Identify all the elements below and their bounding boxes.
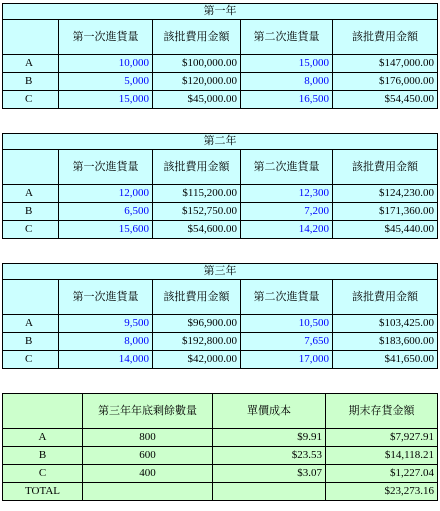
row-label: C: [3, 91, 59, 109]
header-cost1: 該批費用金額: [153, 20, 241, 55]
qty1-cell: 15,000: [59, 91, 153, 109]
qty1-cell: 5,000: [59, 73, 153, 91]
remaining-qty-cell: 400: [83, 465, 213, 483]
cost1-cell: $152,750.00: [153, 203, 241, 221]
ending-amount-cell: $14,118.21: [326, 447, 438, 465]
cost1-cell: $42,000.00: [153, 351, 241, 369]
cost2-cell: $171,360.00: [333, 203, 438, 221]
cost2-cell: $176,000.00: [333, 73, 438, 91]
qty1-cell: 15,600: [59, 221, 153, 239]
cost2-cell: $41,650.00: [333, 351, 438, 369]
total-qty-cell: [83, 483, 213, 501]
qty1-cell: 9,500: [59, 315, 153, 333]
qty2-cell: 14,200: [241, 221, 333, 239]
row-label: C: [3, 351, 59, 369]
qty1-cell: 12,000: [59, 185, 153, 203]
table-row: [3, 91, 438, 109]
row-label: B: [3, 73, 59, 91]
year-title: 第三年: [3, 264, 438, 280]
cost2-cell: $103,425.00: [333, 315, 438, 333]
header-unit-cost: 單價成本: [213, 394, 326, 429]
qty2-cell: 17,000: [241, 351, 333, 369]
unit-cost-cell: $23.53: [213, 447, 326, 465]
header-cost1: 該批費用金額: [153, 280, 241, 315]
header-blank: [3, 150, 59, 185]
table-row: [3, 315, 438, 333]
unit-cost-cell: $3.07: [213, 465, 326, 483]
qty2-cell: 7,650: [241, 333, 333, 351]
table-row: [3, 185, 438, 203]
row-label: A: [3, 185, 59, 203]
header-qty2: 第二次進貨量: [241, 280, 333, 315]
cost2-cell: $54,450.00: [333, 91, 438, 109]
table-row: [3, 221, 438, 239]
year-2-table: [2, 133, 438, 239]
cost2-cell: $183,600.00: [333, 333, 438, 351]
header-qty2: 第二次進貨量: [241, 20, 333, 55]
year-title: 第二年: [3, 134, 438, 150]
header-blank: [3, 394, 83, 429]
header-cost2: 該批費用金額: [333, 280, 438, 315]
table-row: [3, 203, 438, 221]
ending-amount-cell: $7,927.91: [326, 429, 438, 447]
total-label: TOTAL: [3, 483, 83, 501]
cost1-cell: $120,000.00: [153, 73, 241, 91]
qty2-cell: 8,000: [241, 73, 333, 91]
cost2-cell: $124,230.00: [333, 185, 438, 203]
remaining-qty-cell: 600: [83, 447, 213, 465]
header-qty2: 第二次進貨量: [241, 150, 333, 185]
header-blank: [3, 280, 59, 315]
year-title: 第一年: [3, 4, 438, 20]
qty2-cell: 12,300: [241, 185, 333, 203]
header-blank: [3, 20, 59, 55]
cost1-cell: $115,200.00: [153, 185, 241, 203]
row-label: A: [3, 55, 59, 73]
header-qty1: 第一次進貨量: [59, 20, 153, 55]
cost1-cell: $100,000.00: [153, 55, 241, 73]
ending-inventory-table: [2, 393, 438, 501]
table-row: [3, 465, 438, 483]
row-label: B: [3, 333, 59, 351]
header-remaining-qty: 第三年年底剩餘數量: [83, 394, 213, 429]
header-ending-amount: 期末存貨金額: [326, 394, 438, 429]
table-row: [3, 333, 438, 351]
cost2-cell: $147,000.00: [333, 55, 438, 73]
row-label: B: [3, 447, 83, 465]
row-label: C: [3, 221, 59, 239]
row-label: A: [3, 429, 83, 447]
header-qty1: 第一次進貨量: [59, 150, 153, 185]
qty2-cell: 16,500: [241, 91, 333, 109]
cost1-cell: $54,600.00: [153, 221, 241, 239]
table-row: [3, 429, 438, 447]
header-cost2: 該批費用金額: [333, 150, 438, 185]
remaining-qty-cell: 800: [83, 429, 213, 447]
row-label: C: [3, 465, 83, 483]
cost1-cell: $192,800.00: [153, 333, 241, 351]
table-row: [3, 447, 438, 465]
qty2-cell: 15,000: [241, 55, 333, 73]
qty1-cell: 10,000: [59, 55, 153, 73]
header-qty1: 第一次進貨量: [59, 280, 153, 315]
total-row: [3, 483, 438, 501]
row-label: A: [3, 315, 59, 333]
cost1-cell: $96,900.00: [153, 315, 241, 333]
table-row: [3, 73, 438, 91]
total-amount-cell: $23,273.16: [326, 483, 438, 501]
unit-cost-cell: $9.91: [213, 429, 326, 447]
row-label: B: [3, 203, 59, 221]
qty1-cell: 6,500: [59, 203, 153, 221]
year-1-table: [2, 3, 438, 109]
header-cost2: 該批費用金額: [333, 20, 438, 55]
table-row: [3, 55, 438, 73]
qty1-cell: 14,000: [59, 351, 153, 369]
ending-amount-cell: $1,227.04: [326, 465, 438, 483]
table-row: [3, 351, 438, 369]
cost2-cell: $45,440.00: [333, 221, 438, 239]
qty2-cell: 7,200: [241, 203, 333, 221]
qty2-cell: 10,500: [241, 315, 333, 333]
total-unit-cell: [213, 483, 326, 501]
qty1-cell: 8,000: [59, 333, 153, 351]
cost1-cell: $45,000.00: [153, 91, 241, 109]
header-cost1: 該批費用金額: [153, 150, 241, 185]
year-3-table: [2, 263, 438, 369]
